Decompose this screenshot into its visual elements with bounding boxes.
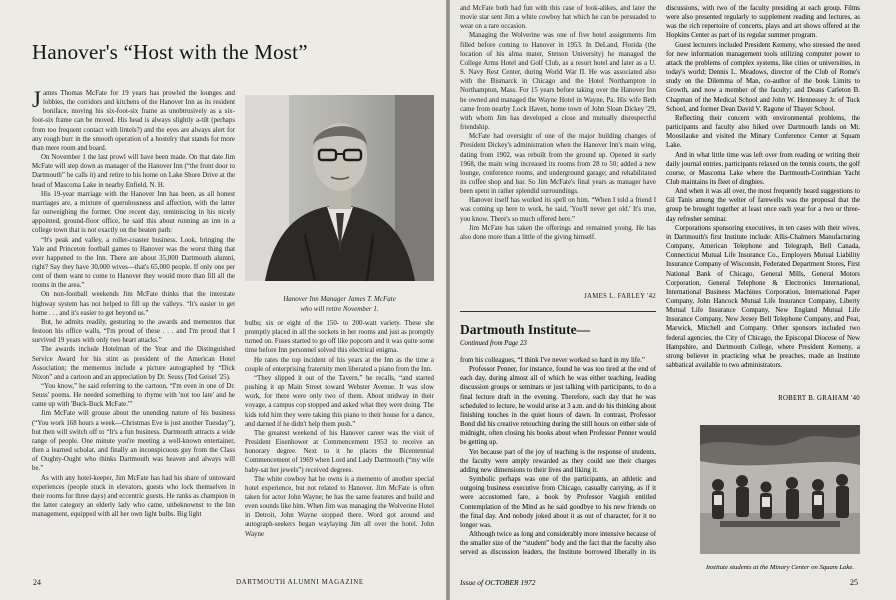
paragraph: McFate had oversight of one of the major building changes of President Dickey's administration when the Hanover Inn's main wing, dating from 1902, was rebuilt from the ground up. Opened in early 1968, the main wing increased its rooms from 28 to 50; added a new lounge, conference rooms, and underground garage; and rehabilitated its coffee shop and bar. So Jim McFate's final years as manager have been spent in rather splendid surroundings. — [460, 133, 656, 196]
paragraph: His 19-year marriage with the Hanover Inn has been, as all honest marriages are, a mixture of querulousness and affection, with the latter far outweighing the former. One recent day, reminiscing in his nicely appointed, ground-floor office, he said this about running an inn in a college town that is not exactly on the beaten path: — [32, 190, 235, 235]
paragraph: Yet because part of the joy of teaching is the response of students, the faculty were amply rewarded as they could see their charges adding new dimensions to their lives and liking it. — [460, 448, 656, 474]
right-column-1-top — [460, 4, 656, 284]
paragraph: Although twice as long and considerably more intensive because of the smaller size of the “student” body and the fact that the faculty also served as discussion leaders, the Institute borrowed liberally in its — [460, 530, 656, 557]
paragraph: The white cowboy hat he owns is a memento of another special hotel experience, but not related to Hanover. Jim McFate is often taken for actor John Wayne; he has the same features and build and even sounds like him. When Jim was managing the Wolverine Hotel in Detroit, John Wayne stopped there. Word got around and autograph-seekers began waylaying Jim all over the hotel. John Wayne — [245, 475, 434, 538]
paragraph: And in what little time was left over from reading or writing their daily journal entries, participants relaxed on the tennis courts, the golf course, or Mascoma Lake where the Dartmouth-Corinthian Yacht Club maintains its fleet of dinghies. — [666, 151, 860, 186]
page-number: 25 — [850, 578, 858, 587]
photo-caption: Institute students at the Minary Center on Squam Lake. — [705, 564, 855, 571]
paragraph: “It's peak and valley, a roller-coaster business. Look, bringing the Yale and Princeton football games to Hanover was the worst thing that ever happened to the Inn. There are about 35,000 Dartmouth alumni, right? Say they have 30,000 wives—that's 65,000 people. If only one per cent of them want to come to Hanover they would more than fill all the rooms in the area.” — [32, 236, 235, 290]
paragraph: The awards include Hotelman of the Year and the Distinguished Service Award for his stint as president of the American Hotel Association; the mementos include a picture autographed by “Dick Nixon” and a cartoon and an appreciation by Dr. Seuss (Ted Geisel '25). — [32, 346, 235, 381]
paragraph: On November 1 the last prowl will have been made. On that date Jim McFate will step down as manager of the Hanover Inn (“the front door to Dartmouth” he calls it) and retire to his home on Lake Shore Drive at the head of Mascoma Lake in nearby Enfield, N. H. — [32, 154, 235, 189]
paragraph: On non-football weekends Jim McFate thinks that the interstate highway system has not helped to fill up the valleys. “It's easier to get home . . . and it's easier to get beyond us.” — [32, 291, 235, 317]
paragraph: Hanover itself has worked its spell on him. “When I told a friend I was coming up here to work, he said, 'You'll never get old.' It's true, you know. There's so much offered here.” — [460, 197, 656, 223]
paragraph: But, he admits readily, gesturing to the awards and mementos that festoon his office walls, “I'm proud of these . . . and I'm proud that I survived 19 years with only two heart attacks.” — [32, 318, 235, 345]
running-footer: Issue of OCTOBER 1972 — [460, 578, 536, 587]
left-column-1 — [32, 89, 235, 557]
paragraph: Reflecting their concern with environmental problems, the participants and faculty also hiked over Dartmouth lands on Mt. Moosilauke and visited the Minary Conference Center at Squam Lake. — [666, 114, 860, 150]
paragraph: He rates the top incident of his years at the Inn as the time a couple of enterprising fraternity men liberated a piano from the Inn. — [245, 356, 434, 373]
page-number: 24 — [33, 578, 41, 587]
group-illustration — [700, 425, 860, 554]
manager-portrait-photo — [245, 95, 434, 281]
paragraph: “They slipped it out of the Tavern,” he recalls, “and started pushing it up Main Street toward Webster Avenue. It was slow work, for there were only two of them. About midway in their voyage, a campus cop stopped and asked what they were doing. The kids told him they were taking this piano to their house for a dance, and darned if he didn't help them push.” — [245, 374, 434, 428]
continued-note: Continued from Page 23 — [460, 340, 527, 347]
paragraph: James Thomas McFate for 19 years has prowled the lounges and lobbies, the corridors and kitchens of the Hanover Inn as its resident boniface, moving his six-foot-six frame as unobtrusively as a six-foot-six frame can be moved. His head is always slightly a-tilt (perhaps from too frequent contact with lintels?) and the eyes are always alert for any rough burr in the smooth operation of a hostelry that stands for more than mere room and board. — [32, 89, 235, 152]
paragraph: The greatest weekend of his Hanover career was the visit of President Eisenhower at Commencement 1953 to receive an honorary degree. Next to it he places the Bicentennial Commencement of 1969 when Lord and Lady Dartmouth (“my wife baby-sat her jewels”) received degrees. — [245, 429, 434, 474]
photo-caption: Hanover Inn Manager James T. McFate who will retire November 1. — [283, 295, 396, 313]
left-column-2 — [245, 319, 434, 557]
paragraph: from his colleagues, “I think I've never worked so hard in my life.” — [460, 357, 645, 364]
paragraph: Jim McFate has taken the offerings and remained young. He has also done more than a little of the giving himself. — [460, 224, 656, 241]
paragraph: Professor Penner, for instance, found he was too tired at the end of each day, during almost all of which he was either teaching, leading discussion groups or seminars or just talking with participants, to do a final lecture draft in the evening. Therefore, each day that he was scheduled to lecture, he would arise at 3 a.m. and do his thinking about finishing touches in the quiet hours of dawn. In contrast, Professor Bond did his creative retouching during the still hours on either side of midnight, often closing his books about when Professor Penner would be getting up. — [460, 366, 656, 447]
paragraph: Managing the Wolverine was one of five hotel assignments Jim filled before coming to Hanover in 1953. In DeLand, Florida (the location of his alma mater, Stetson University) he managed the College Arms Hotel and Golf Club, as a resort hotel and later as a U. S. Navy Rest Center, during World War II. He was associated also with the Bismarck in Chicago and the Hotel Northampton in Northampton, Mass. For 15 years before taking over the Hanover Inn he owned and managed the Wayne Hotel in Wayne, Pa. His wife Beth came from nearby Lock Haven, home town of John Sloan Dickey '29, with whom Jim has developed a close and mutually disrespectful friendship. — [460, 32, 656, 132]
paragraph: Jim McFate will grouse about the unending nature of his business (“You work 168 hours a week—Christmas Eve is just another Tuesday”), but then will switch off to “It's a fun business. Dartmouth attracts a wide range of people. One minute you're meeting a well-known entertainer, then a learned scholar, and finally an inconspicuous guy from the Class of Oughty-Ought who thinks Dartmouth was heaven and always will be.” — [32, 410, 235, 473]
paragraph: Corporations sponsoring executives, in ten cases with their wives, in Dartmouth's first Institute include: Allis-Chalmers Manufacturing Company, American Telephone and Telegraph, Bell Canada, Connecticut Mutual Life Insurance Co., Employers Mutual Liability Insurance Company of Wisconsin, Federated Department Stores, First National Bank of Chicago, General Mills, General Motors Corporation, General Telephone & Electronics International, International Business Machines Corporation, International Paper Company, John Hancock Mutual Life Insurance Company, Liberty Mutual Life Insurance Company, New England Mutual Life Insurance Company, New Jersey Bell Telephone Company, and Peat, Marwick, Mitchell and Company. Other sponsors included two federal agencies, the City of Chicago, the Episcopal Diocese of New Hampshire, and Dartmouth College, where President Kemeny, a strong believer in practicing what he preaches, made an Institute sabbatical available to two administrators. — [666, 224, 860, 370]
paragraph: bulbs; six or eight of the 150- to 200-watt variety. These she promptly placed in all the sockets in her rooms and just as promptly turned on. Fuses started to go off like popcorn and it was quite some time before Inn personnel solved this electrical enigma. — [245, 320, 434, 355]
left-page — [0, 0, 446, 600]
paragraph: Symbolic perhaps was one of the participants, an athletic and outgoing business executive from Chicago, casually carrying, as if it were accustomed fare, a book by Professor Vargish entitled Contemplation of the Mind as he said goodbye to his new friends on the final day. And nobody joked about it as out of character, for it no longer was. — [460, 476, 656, 529]
portrait-illustration — [245, 95, 434, 281]
right-column-2 — [666, 4, 860, 390]
institute-students-photo — [700, 425, 860, 554]
paragraph: And when it was all over, the most frequently heard suggestions to Gil Tanis among the welter of farewells was the proposal that the group be brought together at least once each year for a two or three-day refresher seminar. — [666, 188, 860, 223]
paragraph: and McFate both had fun with this case of look-alikes, and later the movie star sent Jim a white cowboy hat which he can be persuaded to wear on a rare occasion. — [460, 5, 656, 31]
article-byline: ROBERT B. GRAHAM '40 — [778, 395, 860, 402]
section-heading: Dartmouth Institute— — [460, 322, 591, 337]
article-byline: JAMES L. FARLEY '42 — [584, 293, 656, 300]
right-column-1-bottom — [460, 356, 656, 558]
paragraph: “You know,” he said referring to the cartoon, “I'm even in one of Dr. Seuss' poems. He needed something to rhyme with 'not too late' and he came up with 'Buck-Buck McFate.'” — [32, 383, 235, 409]
paragraph: As with any hotel-keeper, Jim McFate has had his share of untoward experiences (people stuck in elevators, guests who lock themselves in their rooms for three days) and eccentric guests. He ranks as champion in the latter category an elderly lady who came, unbeknownst to the Inn management, equipped with all her own light bulbs. Big light — [32, 474, 235, 519]
divider — [460, 311, 656, 312]
drop-cap: J — [32, 89, 41, 112]
article-headline: Hanover's “Host with the Most” — [32, 40, 308, 64]
paragraph: Guest lecturers included President Kemeny, who stressed the need for new information management tools utilizing computer power to attack the problems of complex systems, like cities or universities, in today's world; Dennis L. Meadows, director of the Club of Rome's study on the Dilemma of Man, co-author of the book Limits to Growth, and now a member of the faculty; and Deans Carleton B. Chapman of the Medical School and John W. Hennessey Jr. of Tuck School, and former Dean David V. Ragone of Thayer School. — [666, 41, 860, 113]
running-footer: DARTMOUTH ALUMNI MAGAZINE — [236, 578, 364, 586]
paragraph: discussions, with two of the faculty presiding at each group. Films were also presented regularly to supplement reading and lectures, as was the rich repertoire of concerts, plays and art shows offered at the Hopkins Center as part of its regular summer program. — [666, 5, 860, 40]
